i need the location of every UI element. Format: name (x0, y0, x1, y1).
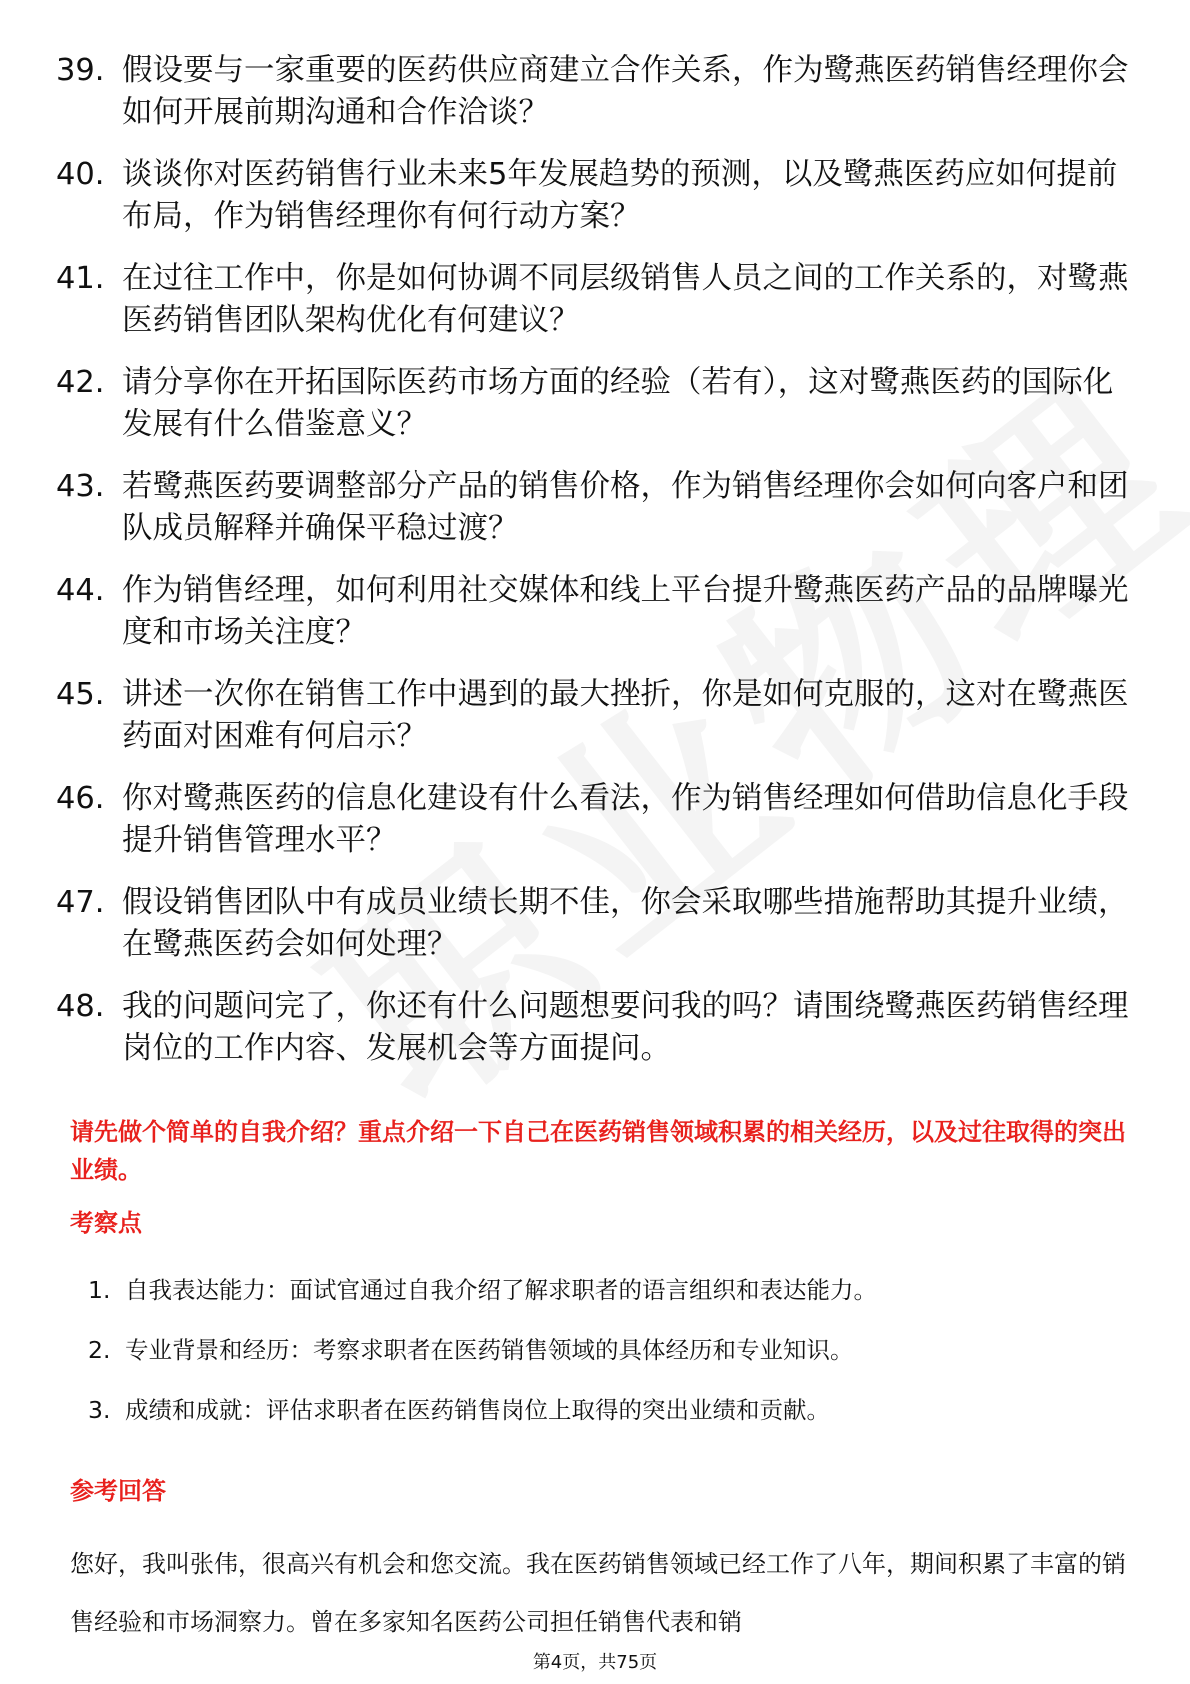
question-item (56, 50, 1136, 134)
question-number: 46. (56, 781, 105, 816)
question-number: 43. (56, 469, 105, 504)
assessment-heading: 考察点 (70, 1209, 142, 1237)
question-text: 若鹭燕医药要调整部分产品的销售价格，作为销售经理你会如何向客户和团队成员解释并确保平稳过渡？ (122, 469, 1129, 546)
question-number: 47. (56, 885, 105, 920)
intro-question: 请先做个简单的自我介绍？重点介绍一下自己在医药销售领域积累的相关经历，以及过往取得的突出业绩。 (70, 1118, 1126, 1184)
question-item (56, 258, 1136, 342)
question-item (56, 986, 1136, 1070)
assessment-item (88, 1333, 1128, 1367)
reference-answer: 您好，我叫张伟，很高兴有机会和您交流。我在医药销售领域已经工作了八年，期间积累了丰富的销售经验和市场洞察力。曾在多家知名医药公司担任销售代表和销 (70, 1550, 1126, 1636)
question-text: 在过往工作中，你是如何协调不同层级销售人员之间的工作关系的，对鹭燕医药销售团队架构优化有何建议？ (122, 261, 1129, 338)
assessment-text: 成绩和成就：评估求职者在医药销售岗位上取得的突出业绩和贡献。 (125, 1396, 830, 1424)
question-text: 讲述一次你在销售工作中遇到的最大挫折，你是如何克服的，这对在鹭燕医药面对困难有何启示？ (122, 677, 1129, 754)
question-item (56, 154, 1136, 238)
question-item (56, 466, 1136, 550)
question-text: 请分享你在开拓国际医药市场方面的经验（若有），这对鹭燕医药的国际化发展有什么借鉴意义？ (122, 365, 1114, 442)
assessment-item (88, 1393, 1128, 1427)
question-number: 45. (56, 677, 105, 712)
question-text: 假设销售团队中有成员业绩长期不佳，你会采取哪些措施帮助其提升业绩，在鹭燕医药会如何处理？ (122, 885, 1129, 962)
assessment-list (88, 1273, 1128, 1453)
reference-heading: 参考回答 (70, 1477, 166, 1505)
question-item (56, 570, 1136, 654)
assessment-item (88, 1273, 1128, 1307)
assessment-number: 3. (88, 1396, 111, 1424)
question-number: 42. (56, 365, 105, 400)
question-item (56, 882, 1136, 966)
question-text: 我的问题问完了，你还有什么问题想要问我的吗？请围绕鹭燕医药销售经理岗位的工作内容、发展机会等方面提问。 (122, 989, 1129, 1066)
question-number: 41. (56, 261, 105, 296)
question-text: 作为销售经理，如何利用社交媒体和线上平台提升鹭燕医药产品的品牌曝光度和市场关注度？ (122, 573, 1129, 650)
question-number: 39. (56, 53, 105, 88)
question-number: 40. (56, 157, 105, 192)
assessment-text: 专业背景和经历：考察求职者在医药销售领域的具体经历和专业知识。 (125, 1336, 854, 1364)
page-footer: 第4页，共75页 (532, 1652, 658, 1673)
question-number: 44. (56, 573, 105, 608)
question-item (56, 778, 1136, 862)
question-text: 假设要与一家重要的医药供应商建立合作关系，作为鹭燕医药销售经理你会如何开展前期沟通和合作洽谈？ (122, 53, 1129, 130)
assessment-text: 自我表达能力：面试官通过自我介绍了解求职者的语言组织和表达能力。 (125, 1276, 877, 1304)
question-text: 谈谈你对医药销售行业未来5年发展趋势的预测，以及鹭燕医药应如何提前布局，作为销售经理你有何行动方案？ (122, 157, 1118, 234)
assessment-number: 1. (88, 1276, 111, 1304)
question-number: 48. (56, 989, 105, 1024)
assessment-number: 2. (88, 1336, 111, 1364)
question-text: 你对鹭燕医药的信息化建设有什么看法，作为销售经理如何借助信息化手段提升销售管理水平？ (122, 781, 1129, 858)
question-item (56, 674, 1136, 758)
question-item (56, 362, 1136, 446)
question-list (56, 50, 1136, 1090)
